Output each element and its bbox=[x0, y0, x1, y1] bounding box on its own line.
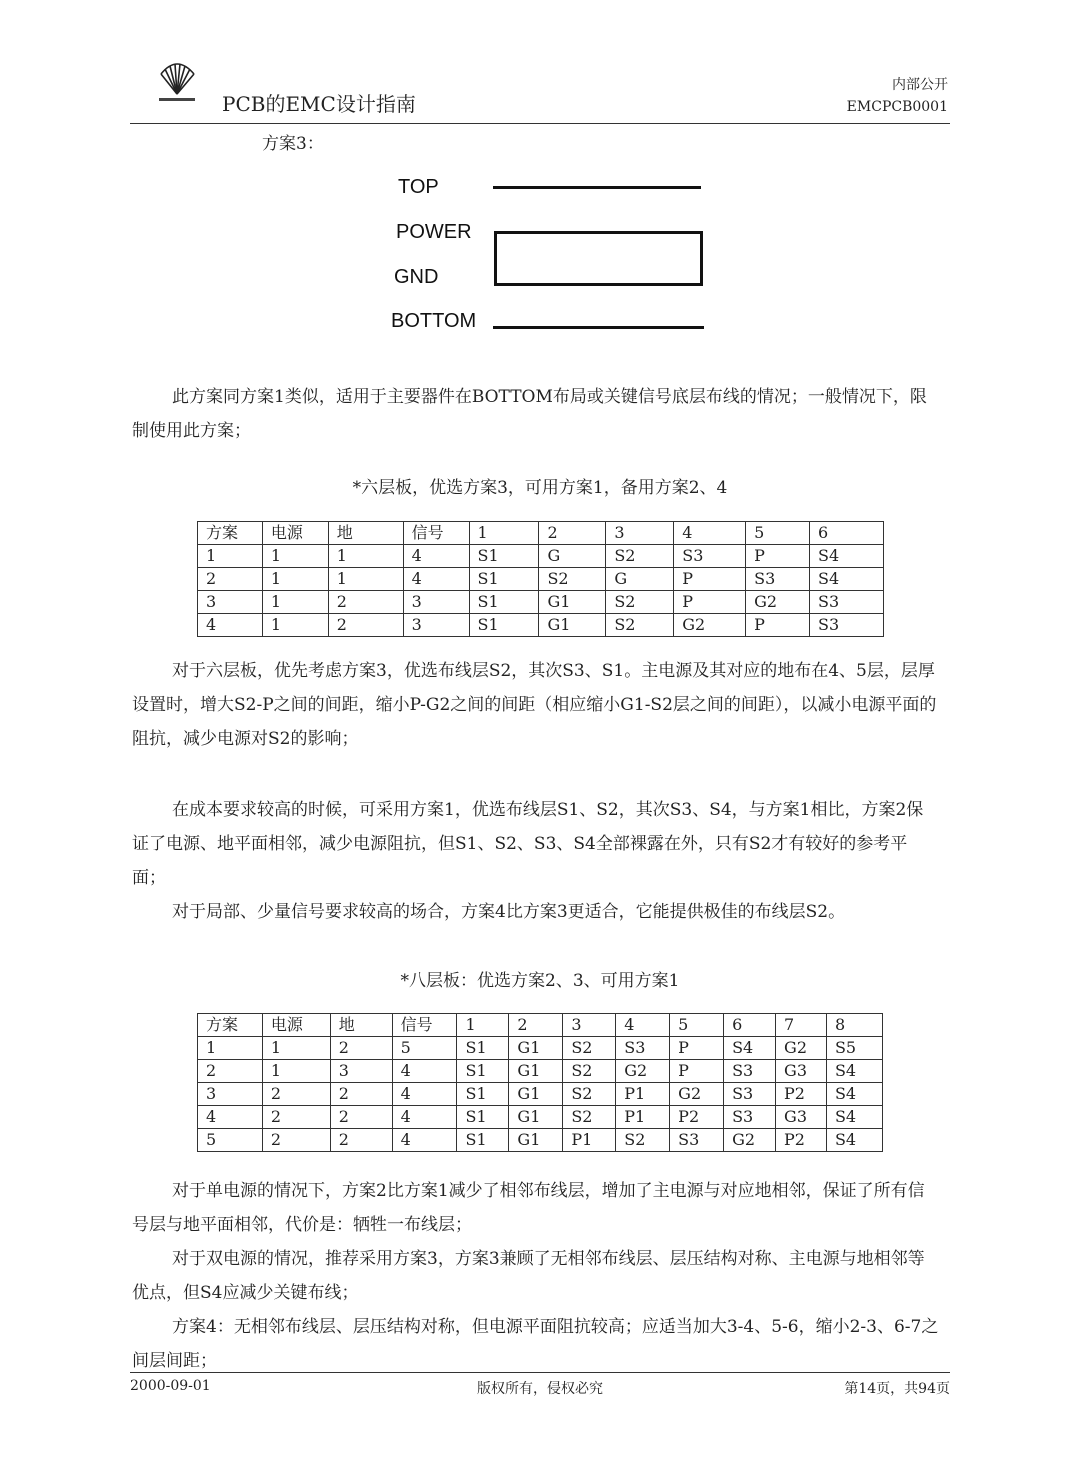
table-cell: S3 bbox=[670, 1129, 724, 1152]
header-cell: 6 bbox=[724, 1014, 776, 1037]
layer-label-bottom: BOTTOM bbox=[391, 310, 477, 332]
table-cell: G2 bbox=[724, 1129, 776, 1152]
header-cell: 5 bbox=[746, 522, 810, 545]
header-cell: 4 bbox=[616, 1014, 670, 1037]
table-cell: S2 bbox=[563, 1083, 616, 1106]
table-cell: 1 bbox=[328, 545, 403, 568]
footer-rule bbox=[130, 1372, 950, 1373]
document-code: EMCPCB0001 bbox=[846, 99, 948, 115]
table-cell: 3 bbox=[198, 1083, 263, 1106]
table-cell: S3 bbox=[616, 1037, 670, 1060]
table-cell: 2 bbox=[328, 614, 403, 637]
table-cell: G1 bbox=[509, 1106, 563, 1129]
paragraph-4: 对于局部、少量信号要求较高的场合，方案4比方案3更适合，它能提供极佳的布线层S2。 bbox=[172, 902, 846, 922]
table-cell: S3 bbox=[810, 614, 884, 637]
paragraph-2: 对于六层板，优先考虑方案3，优选布线层S2，其次S3、S1。主电源及其对应的地布在4、5层，层厚设置时，增大S2-P之间的间距，缩小P-G2之间的间距（相应缩小G1-S2层之间的间距），以减小电源平面的阻抗，减少电源对S2的影响； bbox=[132, 661, 937, 749]
table-cell: S2 bbox=[616, 1129, 670, 1152]
table-cell: P1 bbox=[563, 1129, 616, 1152]
table-cell: S3 bbox=[724, 1060, 776, 1083]
table-cell: 2 bbox=[262, 1083, 330, 1106]
paragraph-3: 在成本要求较高的时候，可采用方案1，优选布线层S1、S2，其次S3、S4，与方案1相比，方案2保证了电源、地平面相邻，减少电源阻抗，但S1、S2、S3、S4全部裸露在外，只有S2才有较好的参考平面； bbox=[132, 800, 924, 888]
table-row bbox=[198, 1037, 883, 1060]
table-cell: 2 bbox=[328, 591, 403, 614]
header-cell: 8 bbox=[826, 1014, 882, 1037]
table-cell: 2 bbox=[198, 568, 263, 591]
table-cell: G2 bbox=[616, 1060, 670, 1083]
table-cell: S1 bbox=[457, 1037, 509, 1060]
paragraph-7: 方案4：无相邻布线层、层压结构对称，但电源平面阻抗较高；应适当加大3-4、5-6，缩小2-3、6-7之间层间距； bbox=[132, 1317, 939, 1371]
header-cell: 1 bbox=[469, 522, 539, 545]
table-cell: G2 bbox=[776, 1037, 827, 1060]
table-cell: G2 bbox=[670, 1083, 724, 1106]
table-cell: P2 bbox=[776, 1083, 827, 1106]
table-cell: 1 bbox=[198, 545, 263, 568]
table-cell: 4 bbox=[198, 1106, 263, 1129]
table-cell: S2 bbox=[606, 614, 674, 637]
six-layer-table bbox=[197, 521, 884, 637]
table-header-row bbox=[198, 522, 884, 545]
layer-label-gnd: GND bbox=[394, 266, 439, 288]
table-cell: G1 bbox=[509, 1083, 563, 1106]
table-cell: 2 bbox=[198, 1060, 263, 1083]
table-cell: 3 bbox=[403, 591, 469, 614]
table-cell: 4 bbox=[403, 545, 469, 568]
six-layer-caption: *六层板，优选方案3，可用方案1，备用方案2、4 bbox=[352, 478, 728, 498]
table-cell: S4 bbox=[810, 545, 884, 568]
footer-page-number: 第14页，共94页 bbox=[844, 1381, 950, 1397]
paragraph-6: 对于双电源的情况，推荐采用方案3，方案3兼顾了无相邻布线层、层压结构对称、主电源与地相邻等优点，但S4应减少关键布线； bbox=[132, 1249, 925, 1303]
table-cell: 1 bbox=[262, 568, 328, 591]
header-cell: 方案 bbox=[198, 1014, 263, 1037]
table-cell: S3 bbox=[724, 1106, 776, 1129]
layer-bottom-line bbox=[493, 326, 704, 329]
table-cell: S2 bbox=[606, 591, 674, 614]
table-cell: 1 bbox=[262, 1037, 330, 1060]
table-cell: S3 bbox=[674, 545, 746, 568]
table-cell: S2 bbox=[606, 545, 674, 568]
table-cell: S4 bbox=[826, 1083, 882, 1106]
table-cell: S1 bbox=[457, 1106, 509, 1129]
table-cell: 1 bbox=[262, 614, 328, 637]
table-cell: 2 bbox=[330, 1037, 392, 1060]
table-header-row bbox=[198, 1014, 883, 1037]
table-cell: S1 bbox=[469, 591, 539, 614]
table-row bbox=[198, 1060, 883, 1083]
eight-layer-table bbox=[197, 1013, 883, 1152]
table-cell: P bbox=[746, 545, 810, 568]
table-cell: S2 bbox=[539, 568, 606, 591]
table-cell: P2 bbox=[776, 1129, 827, 1152]
table-row bbox=[198, 614, 884, 637]
header-cell: 信号 bbox=[403, 522, 469, 545]
table-cell: 5 bbox=[198, 1129, 263, 1152]
table-cell: S4 bbox=[826, 1060, 882, 1083]
table-cell: 4 bbox=[392, 1083, 457, 1106]
table-cell: G2 bbox=[746, 591, 810, 614]
table-cell: 2 bbox=[330, 1106, 392, 1129]
table-cell: S2 bbox=[563, 1060, 616, 1083]
document-title: PCB的EMC设计指南 bbox=[222, 92, 416, 116]
table-cell: G bbox=[606, 568, 674, 591]
table-row bbox=[198, 545, 884, 568]
table-cell: G2 bbox=[674, 614, 746, 637]
header-cell: 6 bbox=[810, 522, 884, 545]
header-cell: 5 bbox=[670, 1014, 724, 1037]
table-cell: S4 bbox=[826, 1106, 882, 1129]
header-cell: 电源 bbox=[262, 522, 328, 545]
table-cell: P1 bbox=[616, 1083, 670, 1106]
scheme3-label: 方案3： bbox=[262, 134, 324, 154]
table-cell: 1 bbox=[262, 545, 328, 568]
layer-top-line bbox=[493, 186, 701, 189]
table-row bbox=[198, 591, 884, 614]
table-cell: S2 bbox=[563, 1037, 616, 1060]
table-cell: S1 bbox=[457, 1129, 509, 1152]
table-cell: 1 bbox=[328, 568, 403, 591]
table-cell: S2 bbox=[563, 1106, 616, 1129]
header-meta bbox=[847, 74, 948, 118]
table-cell: G1 bbox=[509, 1060, 563, 1083]
table-cell: 2 bbox=[330, 1129, 392, 1152]
table-cell: S4 bbox=[724, 1037, 776, 1060]
table-cell: 2 bbox=[262, 1129, 330, 1152]
table-cell: S3 bbox=[810, 591, 884, 614]
table-cell: S4 bbox=[810, 568, 884, 591]
header-cell: 方案 bbox=[198, 522, 263, 545]
table-cell: 4 bbox=[392, 1129, 457, 1152]
power-gnd-plane-box bbox=[494, 231, 703, 286]
table-cell: 2 bbox=[330, 1083, 392, 1106]
footer-copyright: 版权所有，侵权必究 bbox=[477, 1381, 603, 1397]
table-cell: S3 bbox=[746, 568, 810, 591]
header-cell: 电源 bbox=[262, 1014, 330, 1037]
table-cell: 3 bbox=[330, 1060, 392, 1083]
header-cell: 4 bbox=[674, 522, 746, 545]
table-cell: G bbox=[539, 545, 606, 568]
table-cell: G1 bbox=[509, 1037, 563, 1060]
table-cell: S3 bbox=[724, 1083, 776, 1106]
header-cell: 地 bbox=[328, 522, 403, 545]
header-cell: 3 bbox=[563, 1014, 616, 1037]
table-row bbox=[198, 1083, 883, 1106]
table-cell: P bbox=[674, 591, 746, 614]
table-cell: 4 bbox=[198, 614, 263, 637]
table-row bbox=[198, 1129, 883, 1152]
layer-label-power: POWER bbox=[396, 221, 472, 243]
table-cell: S1 bbox=[457, 1083, 509, 1106]
table-cell: G1 bbox=[539, 591, 606, 614]
table-cell: 3 bbox=[403, 614, 469, 637]
table-cell: 4 bbox=[403, 568, 469, 591]
header-cell: 2 bbox=[539, 522, 606, 545]
header-cell: 信号 bbox=[392, 1014, 457, 1037]
table-cell: G3 bbox=[776, 1060, 827, 1083]
layer-label-top: TOP bbox=[398, 176, 439, 198]
table-cell: 1 bbox=[262, 1060, 330, 1083]
table-cell: P1 bbox=[616, 1106, 670, 1129]
table-cell: P bbox=[674, 568, 746, 591]
table-cell: 1 bbox=[198, 1037, 263, 1060]
header-cell: 7 bbox=[776, 1014, 827, 1037]
table-cell: G3 bbox=[776, 1106, 827, 1129]
company-logo bbox=[155, 60, 199, 108]
table-cell: S4 bbox=[826, 1129, 882, 1152]
table-cell: P bbox=[670, 1037, 724, 1060]
header-cell: 1 bbox=[457, 1014, 509, 1037]
table-cell: S1 bbox=[469, 545, 539, 568]
confidentiality-label: 内部公开 bbox=[892, 77, 948, 93]
table-cell: P bbox=[746, 614, 810, 637]
table-cell: 3 bbox=[198, 591, 263, 614]
table-cell: 4 bbox=[392, 1106, 457, 1129]
table-cell: 2 bbox=[262, 1106, 330, 1129]
table-cell: S5 bbox=[826, 1037, 882, 1060]
table-cell: S1 bbox=[457, 1060, 509, 1083]
table-cell: G1 bbox=[509, 1129, 563, 1152]
table-cell: P2 bbox=[670, 1106, 724, 1129]
header-cell: 2 bbox=[509, 1014, 563, 1037]
table-row bbox=[198, 568, 884, 591]
table-cell: 1 bbox=[262, 591, 328, 614]
table-cell: S1 bbox=[469, 568, 539, 591]
eight-layer-caption: *八层板：优选方案2、3、可用方案1 bbox=[400, 971, 680, 991]
table-cell: S1 bbox=[469, 614, 539, 637]
table-row bbox=[198, 1106, 883, 1129]
table-cell: 4 bbox=[392, 1060, 457, 1083]
header-rule bbox=[130, 123, 950, 124]
table-cell: 5 bbox=[392, 1037, 457, 1060]
paragraph-1: 此方案同方案1类似，适用于主要器件在BOTTOM布局或关键信号底层布线的情况；一般情况下，限制使用此方案； bbox=[132, 387, 927, 441]
header-cell: 3 bbox=[606, 522, 674, 545]
paragraph-5: 对于单电源的情况下，方案2比方案1减少了相邻布线层，增加了主电源与对应地相邻，保证了所有信号层与地平面相邻，代价是：牺牲一布线层； bbox=[132, 1181, 925, 1235]
table-cell: G1 bbox=[539, 614, 606, 637]
footer-date: 2000-09-01 bbox=[130, 1378, 211, 1394]
table-cell: P bbox=[670, 1060, 724, 1083]
header-cell: 地 bbox=[330, 1014, 392, 1037]
